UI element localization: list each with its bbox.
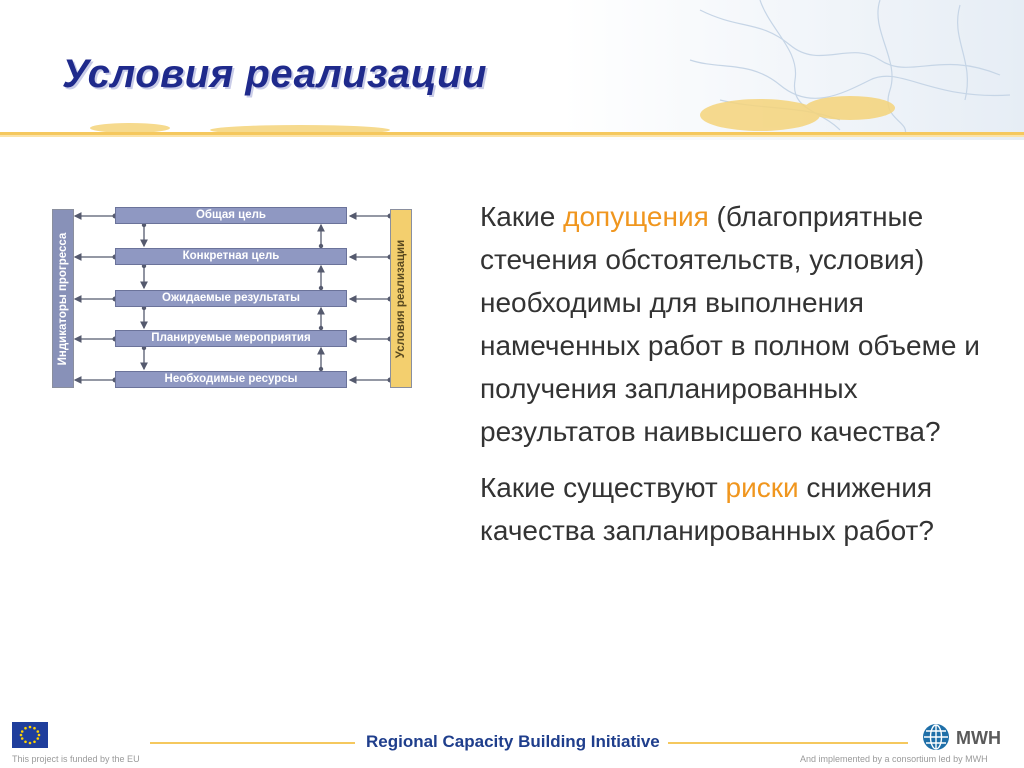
initiative-name: Regional Capacity Building Initiative (366, 732, 660, 751)
progress-indicators-label: Индикаторы прогресса (57, 232, 69, 365)
footer-line-left (150, 742, 355, 744)
mwh-logo-text: MWH (956, 728, 1001, 748)
implemented-by-text: And implemented by a consortium led by MWH (800, 754, 988, 764)
footer-line-right (668, 742, 908, 744)
implementation-conditions-label: Условия реализации (395, 239, 407, 358)
risks-keyword: риски (725, 472, 799, 503)
globe-icon (922, 723, 950, 751)
progress-indicators-bar (52, 209, 74, 388)
eu-flag-icon (12, 722, 48, 748)
assumptions-keyword: допущения (563, 201, 709, 232)
logframe-diagram (40, 195, 420, 405)
risks-paragraph (480, 466, 1000, 552)
assumptions-text-start: Какие (480, 201, 564, 232)
implementation-conditions-bar (390, 209, 412, 388)
funded-by-eu-text: This project is funded by the EU (12, 754, 140, 764)
slide-footer (0, 715, 1024, 768)
risks-text-end: снижения качества запланированных работ? (480, 472, 934, 546)
risks-text-start: Какие существуют (480, 472, 726, 503)
content-text (480, 195, 1000, 552)
assumptions-text-end: (благоприятные стечения обстоятельств, условия) необходимы для выполнения намеченных работ в полном объеме и получения запланированных результатов наивысшего качества? (480, 201, 980, 447)
assumptions-paragraph (480, 195, 1000, 453)
box-overall-goal: Общая цель (115, 207, 347, 224)
box-required-resources: Необходимые ресурсы (115, 371, 347, 388)
box-expected-results: Ожидаемые результаты (115, 290, 347, 307)
box-planned-activities: Планируемые мероприятия (115, 330, 347, 347)
box-specific-goal: Конкретная цель (115, 248, 347, 265)
slide-header (0, 0, 1024, 140)
page-title: Условия реализации (62, 52, 487, 96)
